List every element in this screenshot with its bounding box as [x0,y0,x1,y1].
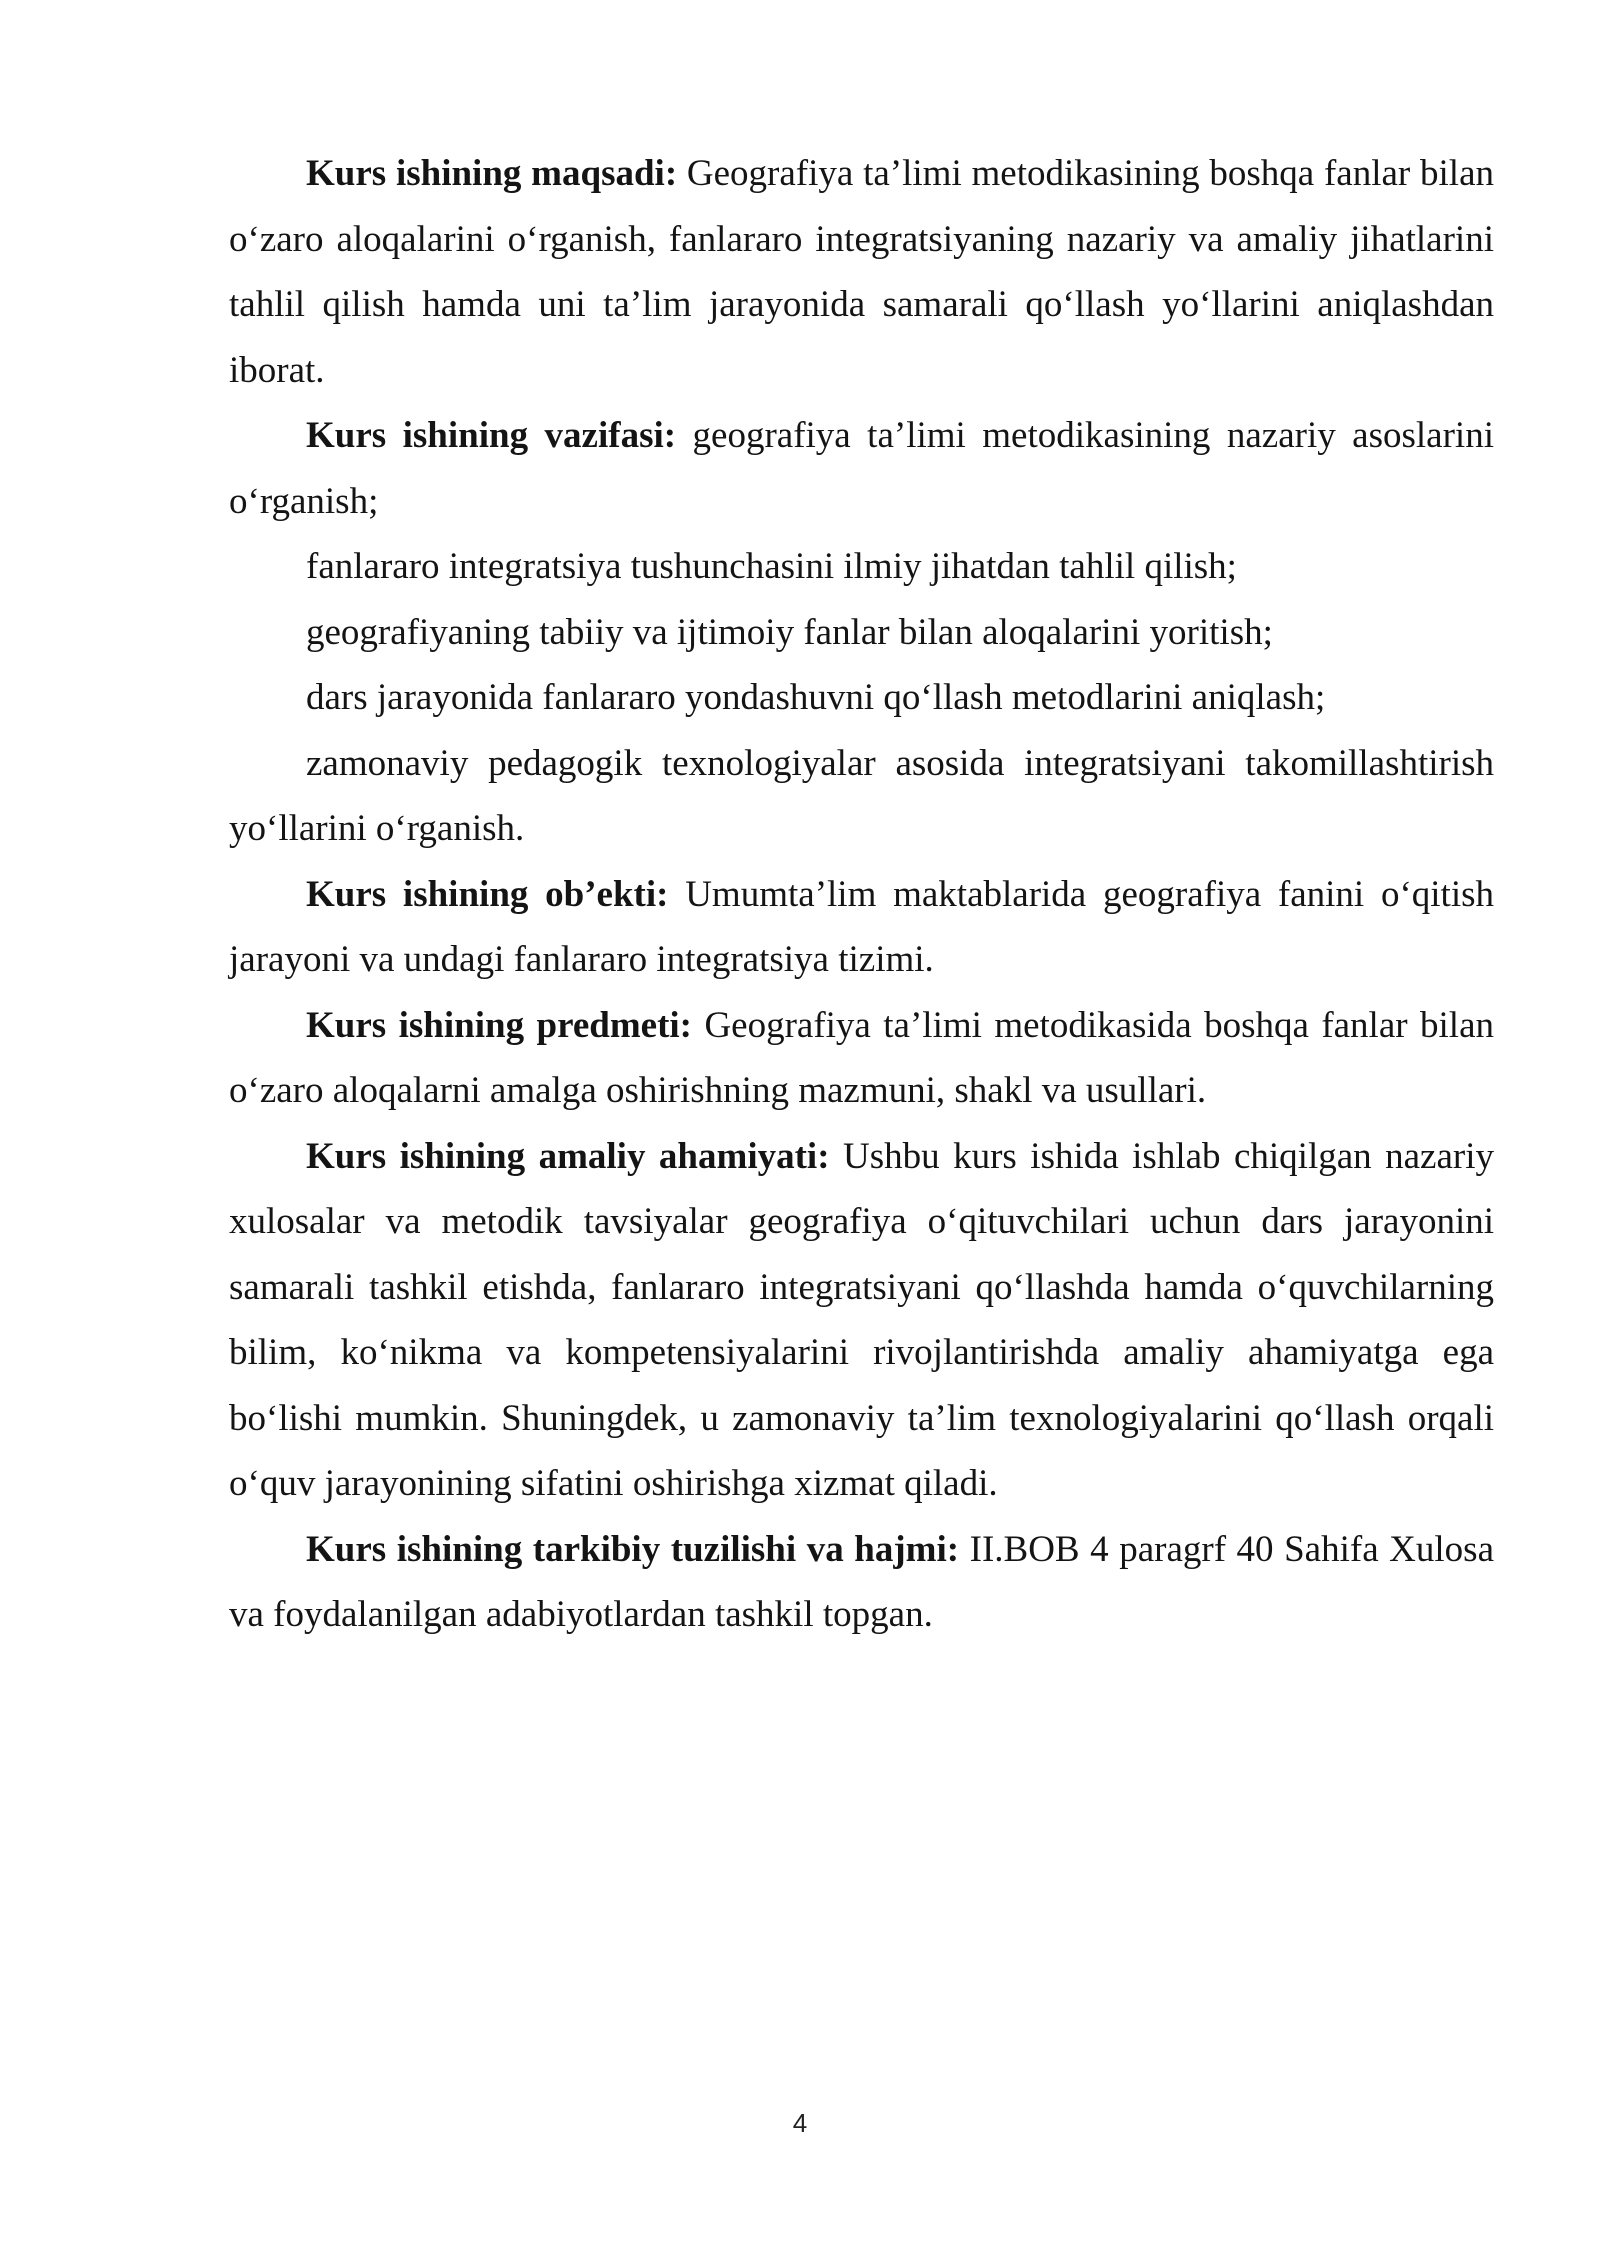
structure-text: II.BOB 4 paragrf 40 Sahifa Xulosa va foydalanilgan adabiyotlardan tashkil topgan. [229,1528,1494,1635]
structure-heading: Kurs ishining tarkibiy tuzilishi va hajmi: [306,1528,960,1570]
task-item: zamonaviy pedagogik texnologiyalar asosida integratsiyani takomillashtirish yo‘llarini o‘rganish. [229,742,1494,849]
object-paragraph [229,862,1494,993]
object-text: Umumta’lim maktablarida geografiya fanini o‘qitish jarayoni va undagi fanlararo integratsiya tizimi. [229,873,1494,980]
structure-paragraph [229,1517,1494,1648]
subject-paragraph [229,993,1494,1124]
task-item: fanlararo integratsiya tushunchasini ilmiy jihatdan tahlil qilish; [306,546,1237,587]
significance-text: Ushbu kurs ishida ishlab chiqilgan nazariy xulosalar va metodik tavsiyalar geografiya o‘qituvchilari uchun dars jarayonini samarali tashkil etishda, fanlararo integratsiyani qo‘llashda hamda o‘quvchilarning bilim, ko‘nikma va kompetensiyalarini rivojlantirishda amaliy ahamiyatga ega bo‘lishi mumkin. Shuningdek, u zamonaviy ta’lim texnologiyalarini qo‘llash orqali o‘quv jarayonining sifatini oshirishga xizmat qiladi. [229,1135,1495,1504]
significance-heading: Kurs ishining amaliy ahamiyati: [306,1135,830,1177]
tasks-heading: Kurs ishining vazifasi: [306,415,677,456]
task-item: geografiyaning tabiiy va ijtimoiy fanlar bilan aloqalarini yoritish; [306,611,1273,653]
task-item: dars jarayonida fanlararo yondashuvni qo‘llash metodlarini aniqlash; [306,677,1326,718]
goal-text: Geografiya ta’limi metodikasining boshqa fanlar bilan o‘zaro aloqalarini o‘rganish, fanlararo integratsiyaning nazariy va amaliy jihatlarini tahlil qilish hamda uni ta’lim jarayonida samarali qo‘llash yo‘llarini aniqlashdan iborat. [229,153,1494,391]
goal-paragraph [229,141,1494,403]
tasks-paragraph [229,403,1494,534]
page-number: 4 [792,2108,808,2138]
object-heading: Kurs ishining ob’ekti: [306,873,669,915]
significance-paragraph [229,1124,1494,1517]
document-page [229,141,1494,1648]
subject-heading: Kurs ishining predmeti: [306,1004,693,1046]
tasks-text: geografiya ta’limi metodikasining nazariy asoslarini o‘rganish; [229,415,1494,522]
goal-heading: Kurs ishining maqsadi: [306,153,678,194]
subject-text: Geografiya ta’limi metodikasida boshqa fanlar bilan o‘zaro aloqalarni amalga oshirishning mazmuni, shakl va usullari. [229,1004,1494,1111]
